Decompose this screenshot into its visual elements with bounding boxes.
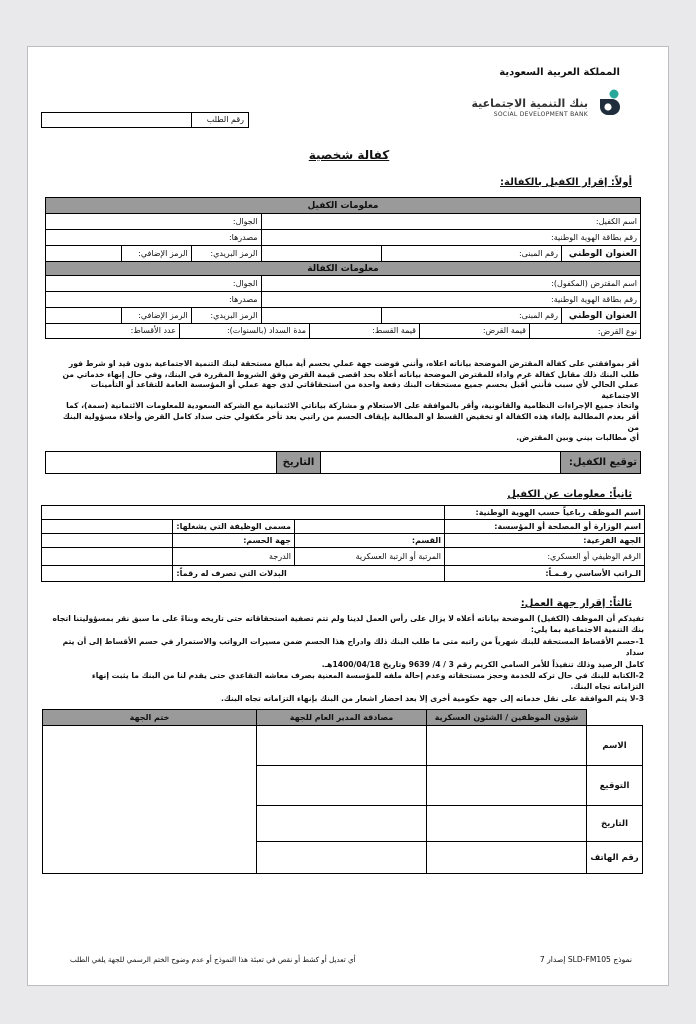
grade-label: الدرجة [173, 548, 295, 566]
job-title-field[interactable] [42, 520, 173, 534]
date-field[interactable] [46, 452, 277, 474]
declaration-line: أقر بموافقتي على كفالة المقترض الموضحة بياناته اعلاه، وأنني فوضت جهة عملي بحسم أية مبالغ مستحقة لبنك التنمية الاجتماعية بدون قيد او شرط فور [68, 359, 639, 368]
ministry-field[interactable] [295, 520, 445, 534]
ministry-label: اسم الوزارة أو المصلحة أو المؤسسة: [445, 520, 645, 534]
director-signature-field[interactable] [257, 766, 427, 806]
borrower-id-field[interactable]: رقم بطاقة الهوية الوطنية: [261, 292, 640, 308]
entity-stamp-header: ختم الجهة [43, 710, 257, 726]
guarantor-table [45, 197, 641, 339]
guarantor-info-header: معلومات الكفيل [46, 198, 641, 214]
repayment-period-field[interactable]: مدة السداد (بالسنوات): [180, 324, 310, 338]
borrower-id-source-field[interactable]: مصدرها: [46, 292, 262, 308]
guarantor-mobile-field[interactable]: الجوال: [46, 214, 262, 230]
additional-code-field-2[interactable]: الرمز الإضافي: [121, 308, 191, 324]
employee-name-field[interactable] [42, 506, 445, 520]
form-code: نموذج SLD-FM105 إصدار 7 [539, 955, 632, 964]
title-wrap [28, 144, 670, 163]
declaration-line: عملي الحالي لأي سبب فأنني أقبل بحسم جميع مستحقات البنك دفعة واحدة من استحقاقاتي لدى جهة عملي أو المؤسسة العامة للتقاعد أو التأمينات الاجتماعية [90, 380, 639, 400]
employer-declaration [48, 613, 644, 704]
employer-line: 2-الكتابة للبنك في حال تركه للخدمة وحجز مستحقاته وعدم إحالة ملفه للمؤسسة المعنية بصرف معاشه التقاعدي حتى يقدم لنا من البنك ما يثبت إنهاء [91, 671, 644, 681]
divider [191, 113, 192, 127]
postal-code-field-2[interactable]: الرمز البريدي: [191, 308, 261, 324]
department-label: القسم: [295, 534, 445, 548]
additional-code-field[interactable]: الرمز الإضافي: [121, 246, 191, 262]
basic-salary-label: الـراتب الأساسي رقـمـاً: [445, 566, 645, 582]
postal-code-field[interactable]: الرمز البريدي: [191, 246, 261, 262]
entity-stamp-field[interactable] [43, 726, 257, 874]
employee-name-label: اسم الموظف رباعياً حسب الهوية الوطنية: [445, 506, 645, 520]
allowances-label: البدلات التي تصرف له رقماً: [173, 566, 445, 582]
declaration-line: طلب البنك ذلك مقابل كفالة غرم واداء للمقترض الموضحة بياناته أعلاه بحد اقصى قيمة القرض وفق الشروط المقررة في البنك، وفي حال إنهاء خدماتي من [62, 369, 639, 379]
page-title: كفالة شخصية [308, 148, 390, 162]
additional-code-value-2[interactable] [46, 308, 122, 324]
hr-phone-field[interactable] [427, 842, 587, 874]
grade-field[interactable] [42, 548, 173, 566]
bank-name-en: SOCIAL DEVELOPMENT BANK [493, 111, 588, 118]
installment-value-field[interactable]: قيمة القسط: [310, 324, 420, 338]
section3-heading: ثالثاً: إقرار جهة العمل: [520, 598, 632, 609]
director-approval-header: مصادقة المدير العام للجهة [257, 710, 427, 726]
job-title-label: مسمى الوظيفة التي يشغلها: [173, 520, 295, 534]
job-no-label: الرقم الوظيفي أو العسكري: [445, 548, 645, 566]
deduction-entity-label: جهة الحسم: [173, 534, 295, 548]
signature-row-label: التوقيع [587, 766, 643, 806]
guarantor-id-source-field[interactable]: مصدرها: [46, 230, 262, 246]
guarantor-signature-field[interactable] [321, 452, 561, 474]
director-name-field[interactable] [257, 726, 427, 766]
section2-heading: ثانياً: معلومات عن الكفيل [507, 489, 632, 500]
guarantor-signature-label: توقيع الكفيل: [561, 452, 641, 474]
loan-details-row [46, 324, 641, 339]
employer-line: 3-لا يتم الموافقة على نقل خدماته إلى جهة حكومية أخرى إلا بعد احضار اشعار من البنك بإنهاء التزاماته تجاه البنك. [220, 693, 644, 703]
approval-table [42, 709, 643, 874]
national-address-label-2: العنوان الوطني [568, 310, 637, 321]
declaration-line: أي مطالبات بيني وبين المقترض. [516, 433, 639, 443]
declaration-line: واتخاذ جميع الإجراءات النظامية والقانونية، وأقر بالموافقة على الاستعلام و مشاركة بياناتي الائتمانية مع الشركة السعودية للمعلومات الائتمانية (سمة)، كما [66, 401, 639, 411]
employer-line: كامل الرصيد وذلك تنفيذاً للأمر السامي الكريم رقم 3 / 4/ 9639 وتاريخ 1400/04/18هـ. [321, 659, 644, 669]
national-address-label: العنوان الوطني [568, 248, 637, 259]
rank-label: المرتبة أو الرتبة العسكرية [295, 548, 445, 566]
borrower-address-cell [261, 308, 640, 324]
corner-cell [587, 710, 643, 726]
additional-code-value[interactable] [46, 246, 122, 262]
employer-line: بنك التنمية الاجتماعية بما يلي: [530, 625, 644, 635]
hr-name-field[interactable] [427, 726, 587, 766]
building-no-value-2[interactable] [262, 308, 382, 323]
sub-entity-label: الجهة الفرعية: [445, 534, 645, 548]
hr-signature-field[interactable] [427, 766, 587, 806]
guarantee-info-header: معلومات الكفالة [46, 262, 641, 276]
guarantor-name-field[interactable]: اسم الكفيل: [261, 214, 640, 230]
country-name: المملكة العربية السعودية [499, 67, 620, 78]
employer-line: 1-حسم الأقساط المستحقة للبنك شهرياً من راتبه متى ما طلب البنك ذلك وادراج هذا الحسم ضمن مسيرات الرواتب والاستمرار في حسم الأقساط إلى أن يتم سداد [62, 636, 644, 658]
guarantor-id-field[interactable]: رقم بطاقة الهوية الوطنية: [261, 230, 640, 246]
section1-heading: أولاً: إقرار الكفيل بالكفالة: [500, 177, 632, 188]
name-row-label: الاسم [587, 726, 643, 766]
footer-notice: أي تعديل أو كشط أو نقص في تعبئة هذا النموذج أو عدم وضوح الختم الرسمي للجهة يلغي الطلب [70, 955, 356, 964]
loan-value-field[interactable]: قيمة القرض: [420, 324, 530, 338]
hr-affairs-header: شؤون الموظفين / الشئون العسكرية [427, 710, 587, 726]
guarantor-employment-table [41, 505, 645, 582]
request-number-box[interactable] [41, 112, 249, 128]
date-label: التاريخ [277, 452, 321, 474]
loan-type-field[interactable]: نوع القرض: [597, 326, 637, 336]
building-no-field[interactable]: رقم المبنى: [382, 246, 562, 261]
signature-table [45, 451, 641, 474]
building-no-value[interactable] [262, 246, 382, 261]
employer-line: التزاماته تجاه البنك. [570, 682, 644, 692]
guarantor-address-cell [261, 246, 640, 262]
request-number-label: رقم الطلب [206, 115, 244, 124]
installments-count-field[interactable]: عدد الأقساط: [46, 324, 180, 338]
allowances-field[interactable] [42, 566, 173, 582]
form-page [27, 46, 669, 986]
deduction-entity-field[interactable] [42, 534, 173, 548]
director-phone-field[interactable] [257, 842, 427, 874]
phone-row-label: رقم الهاتف [587, 842, 643, 874]
date-row-label: التاريخ [587, 806, 643, 842]
employer-line: تفيدكم أن الموظف (الكفيل) الموضحة بياناته أعلاه لا يزال على رأس العمل لدينا ولم تتم تصفية استحقاقاته حتى تاريخه وبناءً على ما سبق نقر بمسؤوليتنا اتجاه [52, 614, 644, 623]
bank-name-ar: بنك التنمية الاجتماعية [471, 97, 588, 110]
borrower-name-field[interactable]: اسم المقترض (المكفول): [261, 276, 640, 292]
building-no-field-2[interactable]: رقم المبنى: [382, 308, 562, 323]
director-date-field[interactable] [257, 806, 427, 842]
borrower-mobile-field[interactable]: الجوال: [46, 276, 262, 292]
declaration-line: أقر بعدم المطالبة بإلغاء هذه الكفالة او تخفيض القسط او المطالبة بإيقاف الحسم من راتبي بعد تأخر مكفولي حتى سداد كامل القرض وأخلاء مسؤولية البنك من [62, 411, 639, 432]
declaration-paragraph [53, 359, 639, 444]
hr-date-field[interactable] [427, 806, 587, 842]
bank-logo-icon [594, 87, 626, 119]
